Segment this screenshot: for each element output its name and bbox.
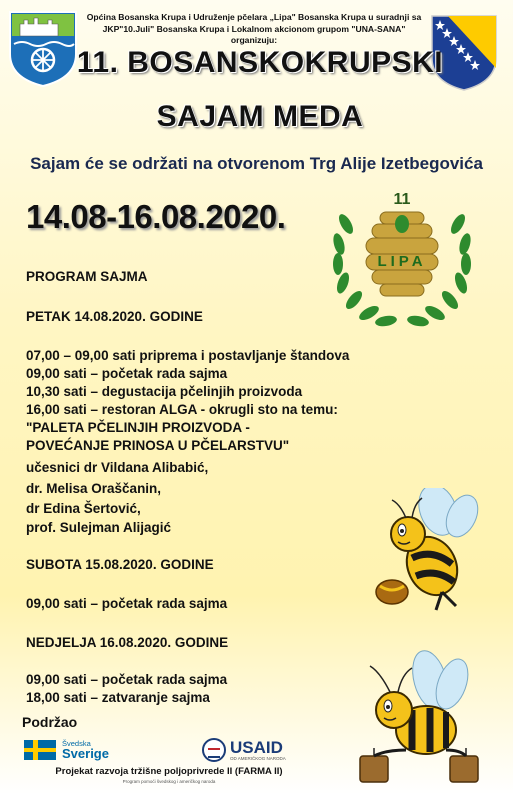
friday-item: POVEĆANJE PRINOSA U PČELARSTVU" [26,438,290,453]
program-heading: PROGRAM SAJMA [26,269,148,284]
venue-subtitle: Sajam će se održati na otvorenom Trg Alije Izetbegovića [30,154,483,173]
title-line-1: 11. BOSANSKOKRUPSKI [76,46,444,79]
friday-item: dr Edina Šertović, [26,501,141,516]
sweden-sverige-logo [24,738,114,762]
usaid-seal-icon [202,738,226,762]
friday-item: 07,00 – 09,00 sati priprema i postavljanje štandova [26,348,350,363]
logo-name: LIPA [377,253,427,270]
organizers-text: Općina Bosanska Krupa i Udruženje pčelara „Lipa" Bosanska Krupa u suradnji sa JKP"10.Juli" Bosanska Krupa i Lokalnom akcionom grupom "UNA-SANA" organizuju: [86,12,422,45]
friday-item: dr. Melisa Oraščanin, [26,481,162,496]
friday-item: prof. Sulejman Alijagić [26,520,172,535]
friday-item: 09,00 sati – početak rada sajma [26,366,228,381]
sunday-item: 09,00 sati – početak rada sajma [26,672,228,687]
sunday-item: 18,00 sati – zatvaranje sajma [26,690,210,705]
friday-item: 10,30 sati – degustacija pčelinjih proizvoda [26,384,303,399]
sweden-label-big: Sverige [62,746,109,761]
friday-item: učesnici dr Vildana Alibabić, [26,460,209,475]
saturday-heading: SUBOTA 15.08.2020. GODINE [26,557,214,572]
supported-by-label: Podržao [22,714,78,730]
project-name: Projekat razvoja tržišne poljoprivrede II (FARMA II) [55,766,283,777]
friday-heading: PETAK 14.08.2020. GODINE [26,309,203,324]
project-subtext: Program pomoći švedskog i američkog naroda [122,779,216,784]
usaid-subtitle: OD AMERIČKOG NARODA [230,756,286,761]
swedish-flag-icon [24,740,56,760]
bee-with-buckets-illustration [346,640,496,790]
saturday-item: 09,00 sati – početak rada sajma [26,596,228,611]
fair-dates: 14.08-16.08.2020. [26,198,286,235]
usaid-logo [202,738,298,764]
title-line-2: SAJAM MEDA [156,100,364,133]
logo-number: 11 [393,191,411,208]
friday-item: 16,00 sati – restoran ALGA - okrugli sto na temu: [26,402,338,417]
sunday-heading: NEDJELJA 16.08.2020. GODINE [26,635,229,650]
friday-item: "PALETA PČELINJIH PROIZVODA - [26,420,250,435]
lipa-association-logo [326,184,478,332]
bee-with-honey-pot-illustration [372,488,496,614]
sweden-label-small: Švedska [62,739,91,748]
usaid-name: USAID [230,738,283,757]
